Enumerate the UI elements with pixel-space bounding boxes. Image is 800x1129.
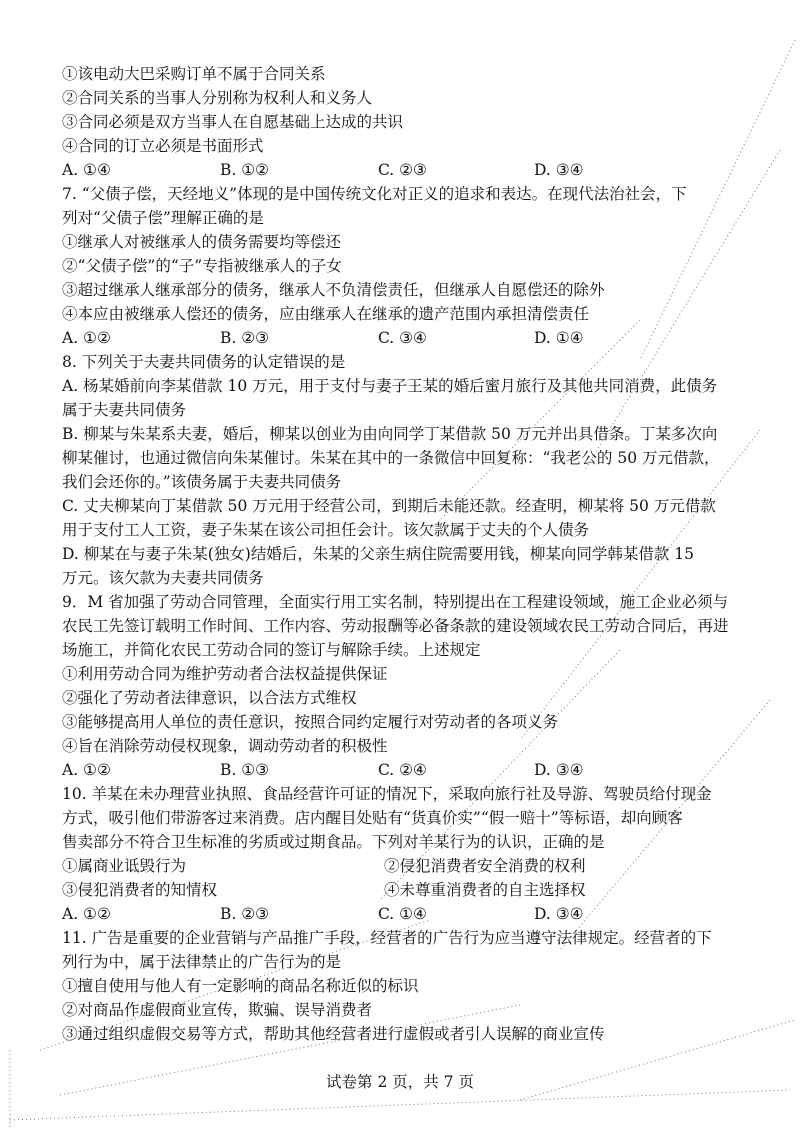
- option-text: 柳某催讨，也通过微信向朱某催讨。朱某在其中的一条微信中回复称：“我老公的 50 万元借款，: [62, 449, 720, 467]
- choice-statement-row: [62, 854, 742, 878]
- option-d: D. ①④: [534, 329, 584, 347]
- exam-page: [62, 62, 742, 1046]
- choice-statement: ④旨在消除劳动侵权现象，调动劳动者的积极性: [62, 737, 388, 755]
- option-c: C. ③④: [378, 329, 427, 347]
- question-stem: 售卖部分不符合卫生标准的劣质或过期食品。下列对羊某行为的认识，正确的是: [62, 833, 605, 851]
- choice-statement: ③超过继承人继承部分的债务，继承人不负清偿责任，但继承人自愿偿还的除外: [62, 281, 605, 299]
- option-text: 我们会还你的。”该债务属于夫妻共同债务: [62, 473, 342, 491]
- choice-statement: ④本应由被继承人偿还的债务，应由继承人在继承的遗产范围内承担清偿责任: [62, 305, 590, 323]
- question-10: [62, 782, 742, 926]
- choice-statement: ①继承人对被继承人的债务需要均等偿还: [62, 233, 342, 251]
- question-7: [62, 182, 742, 350]
- option-b: B. ①③: [220, 761, 270, 779]
- choice-statement: ②强化了劳动者法律意识，以合法方式维权: [62, 689, 357, 707]
- choice-statement: ②对商品作虚假商业宣传，欺骗、误导消费者: [62, 1001, 373, 1019]
- answer-options: [62, 758, 742, 782]
- choice-statement: ①利用劳动合同为维护劳动者合法权益提供保证: [62, 665, 388, 683]
- question-11: [62, 926, 742, 1046]
- option-text: 属于夫妻共同债务: [62, 401, 187, 419]
- choice-statement: ④未尊重消费者的自主选择权: [384, 881, 586, 899]
- choice-statement: ③能够提高用人单位的责任意识，按照合同约定履行对劳动者的各项义务: [62, 713, 559, 731]
- option-c: C. ②③: [378, 161, 427, 179]
- question-stem: 11. 广告是重要的企业营销与产品推广手段，经营者的广告行为应当遵守法律规定。经营者的下: [62, 929, 712, 947]
- option-text: 万元。该欠款为夫妻共同债务: [62, 569, 264, 587]
- question-stem: 7. “父债子偿，天经地义”体现的是中国传统文化对正义的追求和表达。在现代法治社会，下: [62, 185, 687, 203]
- question-stem: 农民工先签订载明工作时间、工作内容、劳动报酬等必备条款的建设领域农民工劳动合同后，再进: [62, 617, 729, 635]
- option-a: A. ①②: [62, 761, 111, 779]
- choice-statement: ②合同关系的当事人分别称为权利人和义务人: [62, 89, 373, 107]
- answer-options: [62, 326, 742, 350]
- choice-statement: ③侵犯消费者的知情权: [62, 881, 218, 899]
- option-text: A. 杨某婚前向李某借款 10 万元，用于支付与妻子王某的婚后蜜月旅行及其他共同消费，此债务: [62, 377, 718, 395]
- choice-statement-row: [62, 878, 742, 902]
- option-c: C. ②④: [378, 761, 427, 779]
- question-stem: 8. 下列关于夫妻共同债务的认定错误的是: [62, 353, 346, 371]
- question-8: [62, 350, 742, 590]
- option-c: C. ①④: [378, 905, 427, 923]
- question-stem: 10. 羊某在未办理营业执照、食品经营许可证的情况下，采取向旅行社及导游、驾驶员给付现金: [62, 785, 712, 803]
- page-footer: 试卷第 2 页，共 7 页: [326, 1073, 474, 1091]
- question-stem: 9．M 省加强了劳动合同管理，全面实行用工实名制，特别提出在工程建设领域，施工企业必须与: [62, 593, 729, 611]
- answer-options: [62, 902, 742, 926]
- choice-statement: ①擅自使用与他人有一定影响的商品名称近似的标识: [62, 977, 419, 995]
- question-6-tail: [62, 62, 742, 182]
- choice-statement: ①属商业诋毁行为: [62, 857, 187, 875]
- question-9: [62, 590, 742, 782]
- option-text: B. 柳某与朱某系夫妻，婚后，柳某以创业为由向同学丁某借款 50 万元并出具借条。丁某多次向: [62, 425, 718, 443]
- choice-statement: ②侵犯消费者安全消费的权利: [384, 857, 586, 875]
- choice-statement: ①该电动大巴采购订单不属于合同关系: [62, 65, 326, 83]
- option-b: B. ①②: [220, 161, 270, 179]
- question-stem: 列行为中，属于法律禁止的广告行为的是: [62, 953, 342, 971]
- option-a: A. ①②: [62, 905, 111, 923]
- choice-statement: ③通过组织虚假交易等方式，帮助其他经营者进行虚假或者引人误解的商业宣传: [62, 1025, 605, 1043]
- choice-statement: ④合同的订立必须是书面形式: [62, 137, 264, 155]
- question-stem: 方式，吸引他们带游客过来消费。店内醒目处贴有“货真价实”“假一赔十”等标语，却向顾客: [62, 809, 683, 827]
- option-d: D. ③④: [534, 161, 584, 179]
- question-stem: 场施工，并简化农民工劳动合同的签订与解除手续。上述规定: [62, 641, 481, 659]
- option-text: D. 柳某在与妻子朱某(独女)结婚后，朱某的父亲生病住院需要用钱，柳某向同学韩某借款 15: [62, 545, 694, 563]
- option-text: 用于支付工人工资，妻子朱某在该公司担任会计。该欠款属于丈夫的个人债务: [62, 521, 590, 539]
- option-d: D. ③④: [534, 905, 584, 923]
- choice-statement: ③合同必须是双方当事人在自愿基础上达成的共识: [62, 113, 404, 131]
- question-stem: 列对“父债子偿”理解正确的是: [62, 209, 264, 227]
- option-b: B. ②③: [220, 905, 270, 923]
- option-d: D. ③④: [534, 761, 584, 779]
- answer-options: [62, 158, 742, 182]
- option-a: A. ①②: [62, 329, 111, 347]
- option-b: B. ②③: [220, 329, 270, 347]
- option-text: C. 丈夫柳某向丁某借款 50 万元用于经营公司，到期后未能还款。经查明，柳某将 50 万元借款: [62, 497, 716, 515]
- option-a: A. ①④: [62, 161, 111, 179]
- choice-statement: ②“父债子偿”的“子”专指被继承人的子女: [62, 257, 342, 275]
